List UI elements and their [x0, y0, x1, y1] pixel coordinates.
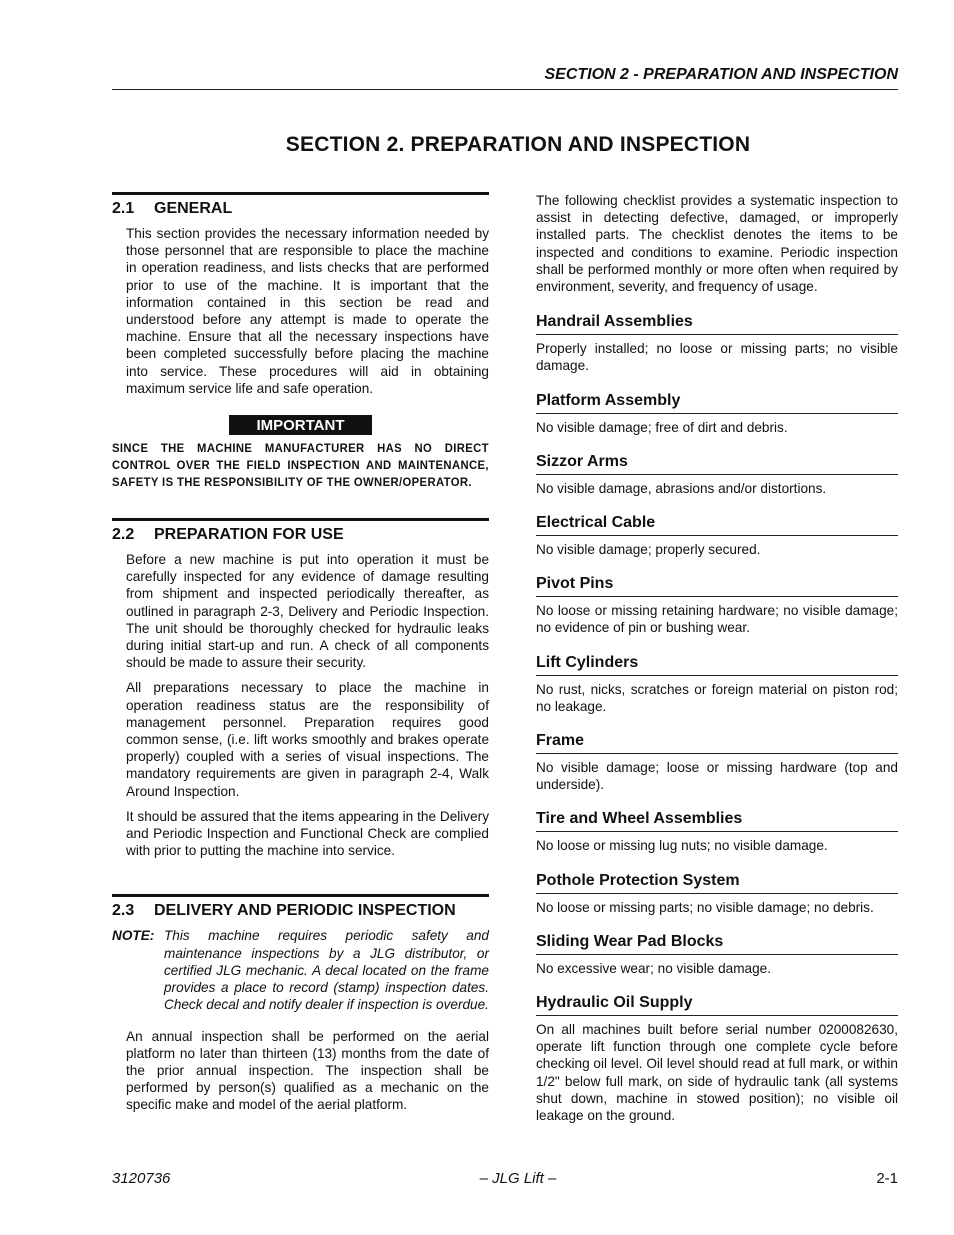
header-rule: [112, 89, 898, 90]
checklist-item: [536, 313, 898, 374]
paragraph: Before a new machine is put into operation it must be carefully inspected for any evidence of damage resulting from shipment and inspected periodically thereafter, as outlined in paragraph 2-3, Delivery and Periodic Inspection. The unit should be thoroughly checked for hydraulic leaks during initial start-up and run. A check of all components should be made to assure their security.: [126, 552, 489, 671]
checklist-item-title: Sizzor Arms: [536, 453, 898, 475]
note-label: NOTE:: [112, 928, 155, 944]
checklist-item-text: No loose or missing parts; no visible damage; no debris.: [536, 899, 874, 915]
checklist-item-text: On all machines built before serial number 0200082630, operate lift function through one complete cycle before checking oil level. Oil level should read at full mark, or within 1/2" below full mark, on side of hydraulic tank (all systems shut down, machine in stowed position); no visible oil leakage on the ground.: [536, 1022, 898, 1124]
section-title: PREPARATION FOR USE: [154, 526, 344, 544]
checklist-item-title: Sliding Wear Pad Blocks: [536, 933, 898, 955]
checklist-item: [536, 514, 898, 558]
paragraph: All preparations necessary to place the machine in operation readiness status are the responsibility of management personnel. Preparation requires good common sense, (i.e. lift works smoothly and brakes operate properly) coupled with a series of visual inspections. The mandatory requirements are given in paragraph 2-4, Walk Around Inspection.: [126, 680, 489, 799]
left-column: [112, 192, 489, 1122]
section-heading-general: [112, 200, 489, 218]
checklist-item-text: No loose or missing retaining hardware; no visible damage; no evidence of pin or bushing wear.: [536, 603, 898, 636]
section-rule: [112, 518, 489, 521]
checklist-item-title: Pothole Protection System: [536, 872, 898, 894]
section-rule: [112, 192, 489, 195]
section-number: 2.1: [112, 200, 135, 217]
section-number: 2.2: [112, 526, 135, 544]
section-heading-preparation: [112, 526, 489, 544]
checklist-item: [536, 994, 898, 1124]
right-column: [536, 192, 898, 1141]
checklist-item-title: Tire and Wheel Assemblies: [536, 810, 898, 832]
checklist-item-text: No rust, nicks, scratches or foreign material on piston rod; no leakage.: [536, 681, 898, 714]
checklist-intro: The following checklist provides a systematic inspection to assist in detecting defective, damaged, or improperly installed parts. The checklist denotes the items to be inspected and conditions to examine. Periodic inspection shall be performed monthly or more often when required by environment, severity, and frequency of usage.: [536, 193, 898, 295]
checklist-item-title: Handrail Assemblies: [536, 313, 898, 335]
checklist-item-text: No visible damage, abrasions and/or distortions.: [536, 480, 827, 496]
section-number: 2.3: [112, 902, 135, 920]
section-heading-delivery: [112, 902, 489, 920]
note-text: This machine requires periodic safety and maintenance inspections by a JLG distributor, or certified JLG mechanic. A decal located on the frame provides a place to record (stamp) inspection dates. Check decal and notify dealer if inspection is overdue.: [164, 928, 489, 1013]
checklist-item-title: Pivot Pins: [536, 575, 898, 597]
note: [112, 927, 489, 1013]
checklist-item: [536, 872, 898, 916]
running-head: SECTION 2 - PREPARATION AND INSPECTION: [544, 66, 898, 83]
section-title: DELIVERY AND PERIODIC INSPECTION: [154, 902, 456, 920]
checklist-item-text: No visible damage; properly secured.: [536, 542, 761, 558]
checklist-item: [536, 453, 898, 497]
important-notice: SINCE THE MACHINE MANUFACTURER HAS NO DIRECT CONTROL OVER THE FIELD INSPECTION AND MAINTENANCE, SAFETY IS THE RESPONSIBILITY OF THE OWNER/OPERATOR.: [112, 441, 489, 490]
checklist-item-text: No visible damage; free of dirt and debris.: [536, 419, 788, 435]
checklist-item-title: Hydraulic Oil Supply: [536, 994, 898, 1016]
checklist-item-title: Frame: [536, 732, 898, 754]
checklist-item-title: Platform Assembly: [536, 392, 898, 414]
checklist-item: [536, 654, 898, 715]
checklist-item: [536, 933, 898, 977]
paragraph: It should be assured that the items appearing in the Delivery and Periodic Inspection and Functional Check are complied with prior to putting the machine into service.: [126, 808, 489, 859]
important-badge: IMPORTANT: [229, 415, 371, 435]
footer-brand: – JLG Lift –: [479, 1170, 557, 1187]
checklist-item: [536, 575, 898, 636]
section-rule: [112, 894, 489, 897]
checklist-item-text: No loose or missing lug nuts; no visible damage.: [536, 838, 828, 854]
checklist-item: [536, 810, 898, 854]
doc-number: 3120736: [112, 1170, 171, 1187]
checklist-item-text: No visible damage; loose or missing hardware (top and underside).: [536, 760, 898, 793]
paragraph: This section provides the necessary information needed by those personnel that are responsible to place the machine in operation readiness, and lists checks that are performed prior to use of the machine. It is important that the information contained in this section be read and understood before any attempt is made to operate the machine. Ensure that all the necessary inspections have been completed successfully before placing the machine into service. These procedures will aid in obtaining maximum service life and safe operation.: [126, 226, 489, 396]
checklist-item-text: No excessive wear; no visible damage.: [536, 960, 771, 976]
checklist-item: [536, 732, 898, 793]
checklist-item-text: Properly installed; no loose or missing parts; no visible damage.: [536, 341, 898, 374]
page-number: 2-1: [876, 1170, 898, 1187]
page-title: SECTION 2. PREPARATION AND INSPECTION: [285, 133, 751, 156]
checklist-item: [536, 392, 898, 436]
checklist-item-title: Lift Cylinders: [536, 654, 898, 676]
paragraph: An annual inspection shall be performed on the aerial platform no later than thirteen (13) months from the date of the prior annual inspection. The inspection shall be performed by person(s) qualified as a mechanic on the specific make and model of the aerial platform.: [126, 1028, 489, 1113]
section-title: GENERAL: [154, 200, 233, 217]
checklist-item-title: Electrical Cable: [536, 514, 898, 536]
